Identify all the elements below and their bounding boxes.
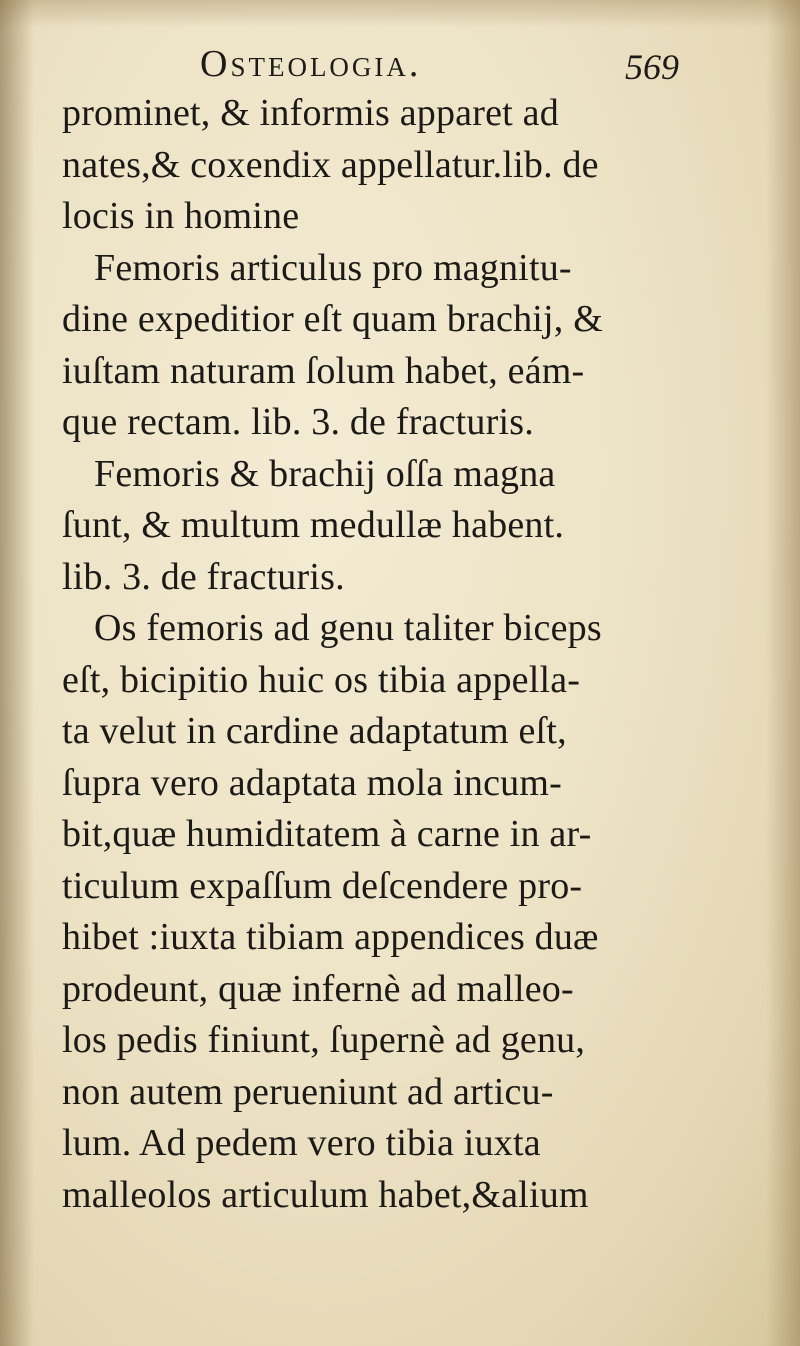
- text-line: los pedis finiunt, ſupernè ad genu,: [62, 1019, 586, 1061]
- text-line: ſupra vero adaptata mola incum-: [62, 761, 562, 804]
- text-line: hibet :iuxta tibiam appendices duæ: [62, 916, 599, 958]
- text-line: malleolos articulum habet,&alium: [62, 1173, 589, 1216]
- text-line: eſt, bicipitio huic os tibia appella-: [62, 658, 581, 701]
- page-top-shadow: [0, 0, 800, 28]
- text-line: prominet, & informis apparet ad: [62, 92, 559, 134]
- text-line: non autem perueniunt ad articu-: [62, 1070, 554, 1113]
- text-line: ticulum expaſſum deſcendere pro-: [62, 864, 583, 907]
- text-line: ſunt, & multum medullæ habent.: [62, 504, 565, 546]
- page-left-shadow: [0, 0, 34, 1346]
- text-line: locis in homine: [62, 195, 300, 237]
- text-line: dine expeditior eſt quam brachij, &: [62, 298, 603, 340]
- text-line: iuſtam naturam ſolum habet, eám-: [62, 349, 585, 392]
- running-title: Osteologia.: [200, 43, 422, 85]
- page-right-shadow: [766, 0, 800, 1346]
- body-text: [62, 88, 702, 1221]
- text-line: ta velut in cardine adaptatum eſt,: [62, 710, 567, 752]
- paragraph-start-line: Femoris articulus pro magnitu-: [94, 246, 572, 289]
- text-line: bit,quæ humiditatem à carne in ar-: [62, 813, 592, 855]
- page-number: 569: [625, 47, 679, 87]
- text-line: nates,& coxendix appellatur.lib. de: [62, 143, 599, 186]
- text-line: prodeunt, quæ infernè ad malleo-: [62, 967, 574, 1010]
- text-line: lib. 3. de fracturis.: [62, 555, 345, 598]
- paragraph-start-line: Femoris & brachij oſſa magna: [94, 452, 556, 495]
- text-line: que rectam. lib. 3. de fracturis.: [62, 401, 534, 443]
- paragraph-start-line: Os femoris ad genu taliter biceps: [94, 607, 602, 649]
- text-line: lum. Ad pedem vero tibia iuxta: [62, 1122, 541, 1164]
